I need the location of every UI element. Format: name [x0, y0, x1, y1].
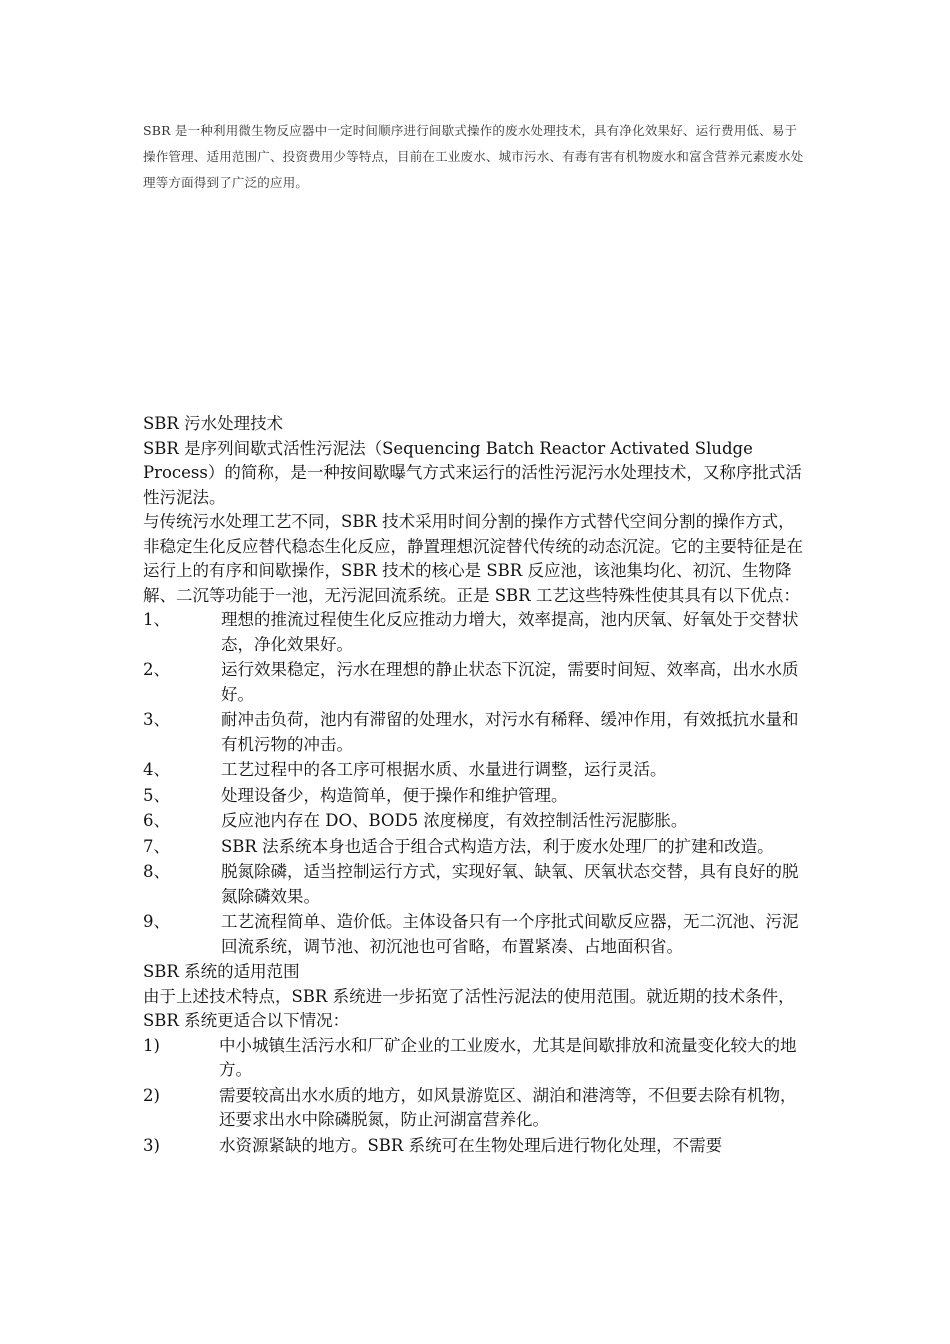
sbr-definition-paragraph: SBR 是序列间歇式活性污泥法（Sequencing Batch Reactor Activated Sludge Process）的简称，是一种按间歇曝气方式来运行的活性污泥污水处理技术，又称序批式活性污泥法。 [143, 438, 802, 507]
list-item [143, 809, 807, 834]
list-item-text: 脱氮除磷，适当控制运行方式，实现好氧、缺氧、厌氧状态交替，具有良好的脱氮除磷效果。 [221, 862, 799, 906]
list-item-text: 工艺过程中的各工序可根据水质、水量进行调整，运行灵活。 [221, 760, 667, 779]
list-item-number: 5、 [143, 785, 170, 805]
section-title-application-scope: SBR 系统的适用范围 [143, 962, 300, 981]
list-item [143, 910, 807, 959]
list-item-text: 反应池内存在 DO、BOD5 浓度梯度，有效控制活性污泥膨胀。 [221, 811, 688, 830]
list-item [143, 1034, 807, 1083]
list-item-text: 理想的推流过程使生化反应推动力增大，效率提高，池内厌氧、好氧处于交替状态，净化效果好。 [221, 610, 799, 654]
list-item-number: 3) [143, 1135, 160, 1155]
list-item-number: 1、 [143, 610, 170, 629]
list-item-text: 耐冲击负荷，池内有滞留的处理水，对污水有稀释、缓冲作用，有效抵抗水量和有机污物的冲击。 [221, 710, 799, 754]
list-item-text: 需要较高出水水质的地方，如风景游览区、湖泊和港湾等，不但要去除有机物，还要求出水中除磷脱氮，防止河湖富营养化。 [219, 1085, 797, 1129]
intro-paragraph: SBR 是一种利用微生物反应器中一定时间顺序进行间歇式操作的废水处理技术，具有净化效果好、运行费用低、易于操作管理、适用范围广、投资费用少等特点，目前在工业废水、城市污水、有毒有害有机物废水和富含营养元素废水处理等方面得到了广泛的应用。 [143, 123, 804, 190]
applicable-cases-list [143, 1034, 807, 1159]
list-item [143, 860, 807, 909]
list-item-number: 2) [143, 1085, 160, 1105]
section-title-sbr-technology: SBR 污水处理技术 [143, 414, 284, 433]
list-item [143, 1084, 807, 1133]
application-scope-intro: 由于上述技术特点，SBR 系统进一步拓宽了活性污泥法的使用范围。就近期的技术条件，SBR 系统更适合以下情况： [143, 986, 795, 1030]
list-item-number: 8、 [143, 862, 170, 881]
list-item-number: 6、 [143, 811, 170, 830]
list-item-number: 4、 [143, 760, 170, 779]
list-item-text: 工艺流程简单、造价低。主体设备只有一个序批式间歇反应器，无二沉池、污泥回流系统，调节池、初沉池也可省略，布置紧凑、占地面积省。 [221, 912, 799, 956]
list-item-number: 2、 [143, 660, 170, 679]
list-item-text: 处理设备少，构造简单，便于操作和维护管理。 [221, 785, 568, 805]
list-item-number: 7、 [143, 836, 170, 856]
list-item [143, 658, 807, 707]
list-item [143, 835, 807, 860]
list-item [143, 784, 807, 809]
list-item-text: 中小城镇生活污水和厂矿企业的工业废水，尤其是间歇排放和流量变化较大的地方。 [219, 1035, 797, 1079]
list-item-number: 1) [143, 1035, 160, 1055]
list-item [143, 708, 807, 757]
document-body [143, 412, 807, 1159]
list-item-text: SBR 法系统本身也适合于组合式构造方法，利于废水处理厂的扩建和改造。 [221, 836, 774, 856]
list-item [143, 1134, 807, 1159]
list-item-number: 9、 [143, 912, 170, 931]
list-item [143, 608, 807, 657]
list-item [143, 758, 807, 783]
list-item-number: 3、 [143, 710, 170, 729]
advantages-list [143, 608, 807, 959]
list-item-text: 运行效果稳定，污水在理想的静止状态下沉淀，需要时间短、效率高，出水水质好。 [221, 660, 799, 704]
list-item-text: 水资源紧缺的地方。SBR 系统可在生物处理后进行物化处理，不需要 [219, 1135, 723, 1155]
sbr-features-paragraph: 与传统污水处理工艺不同，SBR 技术采用时间分割的操作方式替代空间分割的操作方式，非稳定生化反应替代稳态生化反应，静置理想沉淀替代传统的动态沉淀。它的主要特征是在运行上的有序和间歇操作，SBR 技术的核心是 SBR 反应池，该池集均化、初沉、生物降解、二沉等功能于一池，无污泥回流系统。正是 SBR 工艺这些特殊性使其具有以下优点： [143, 512, 803, 605]
